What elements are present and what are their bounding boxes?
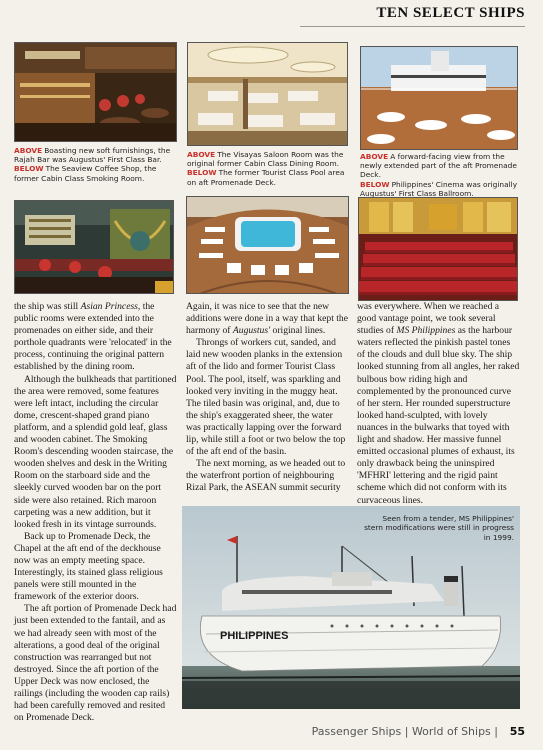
caption-column-2: ABOVE The Visayas Saloon Room was the original former Cabin Class Dining Room. BELOW The former Tourist Class Pool area on aft Promenade Deck. <box>187 150 345 187</box>
photo-forward-deck <box>360 46 518 150</box>
header-rule <box>300 26 525 27</box>
ship-photo-caption: Seen from a tender, MS Philippines' stern modifications were still in progress in 1999. <box>364 514 514 542</box>
page-footer <box>0 720 543 750</box>
paragraph: The next morning, as we headed out to the waterfront portion of neighbouring Rizal Park, the ASEAN summit security <box>186 458 346 494</box>
page-header <box>0 0 543 28</box>
photo-tourist-pool <box>186 196 349 294</box>
photo-ms-philippines-stern <box>182 506 520 709</box>
caption-column-3: ABOVE A forward-facing view from the newly extended part of the aft Promenade Deck. BELOW Philippines' Cinema was originally Augustus' First Class Ballroom. <box>360 152 518 198</box>
caption-column-1: ABOVE Boasting new soft furnishings, the Rajah Bar was Augustus' First Class Bar. BELOW The Seaview Coffee Shop, the former Cabin Class Smoking Room. <box>14 146 171 183</box>
article-column-1 <box>14 301 177 724</box>
photo-seaview-coffee-shop <box>14 200 174 294</box>
paragraph: Although the bulkheads that partitioned the area were removed, some features were left intact, including the circular dome, crescent-shaped grand piano platform, and a splendid gold leaf, glass and wooden cabinet. The Smoking Room's descending wooden staircase, the wooden shelves and desk in the Writing Room on the starboard side and the sleekly curved wooden bar on the port side were also retained. Rich maroon carpeting was a new addition, but it looked fresh in its vintage surrounds. <box>14 373 177 530</box>
paragraph: Throngs of workers cut, sanded, and laid new wooden planks in the extension aft of the lido and former Tourist Class Pool. The pool, itself, was sparkling and looked very inviting in the muggy heat. The tiled basin was original, and, due to the ship's exaggerated sheer, the water was practically lapping over the forward lip, while still a foot or two below the top of the aft end of the basin. <box>186 337 346 458</box>
paragraph: The aft portion of Promenade Deck had just been extended to the fantail, and as we had already seen with most of the alterations, a good deal of the original construction was rearranged but not destroyed. Since the aft portion of the Upper Deck was now enclosed, the railings (including the wooden cap rails) had been carefully removed and resited on Promenade Deck. <box>14 603 177 724</box>
article-column-2 <box>186 301 349 495</box>
photo-rajah-bar <box>14 42 177 142</box>
photo-visayas-saloon <box>187 42 348 146</box>
photo-cinema <box>358 197 518 301</box>
article-column-3 <box>357 301 520 507</box>
ship-hull-name: PHILIPPINES <box>220 630 289 642</box>
paragraph: Again, it was nice to see that the new additions were done in a way that kept the harmony of Augustus' original lines. <box>186 301 348 337</box>
footer-publication: Passenger Ships | World of Ships | <box>311 725 498 738</box>
page-number: 55 <box>509 725 525 738</box>
paragraph: was everywhere. When we reached a good vantage point, we took several studies of MS Philippines as the harbour waters reflected the pinkish pastel tones of the clouds and dull blue sky. The ship looked stunning from all angles, her raked bulbous bow riding high and complemented by the pronounced curve of her stern. Her rounded superstructure looked hand-sculpted, with lovely nuances in the bulwarks that toyed with light and shadow. Her massive funnel emitted occasional plumes of exhaust, its only drawback being the uninspired 'MFHRI' lettering and the rigid paint scheme which did not conform with its curvaceous lines. <box>357 301 520 506</box>
section-title: TEN SELECT SHIPS <box>376 5 525 21</box>
paragraph: Back up to Promenade Deck, the Chapel at the aft end of the deckhouse now was an empty meeting space. Interestingly, its stained glass religious panels were still mounted in the framework of the exterior doors. <box>14 530 163 603</box>
paragraph: the ship was still Asian Princess, the public rooms were extended into the promenades on either side, and their porthole quadrants were 'relocated' in the process, continuing the original pattern established by the dining room. <box>14 301 172 373</box>
